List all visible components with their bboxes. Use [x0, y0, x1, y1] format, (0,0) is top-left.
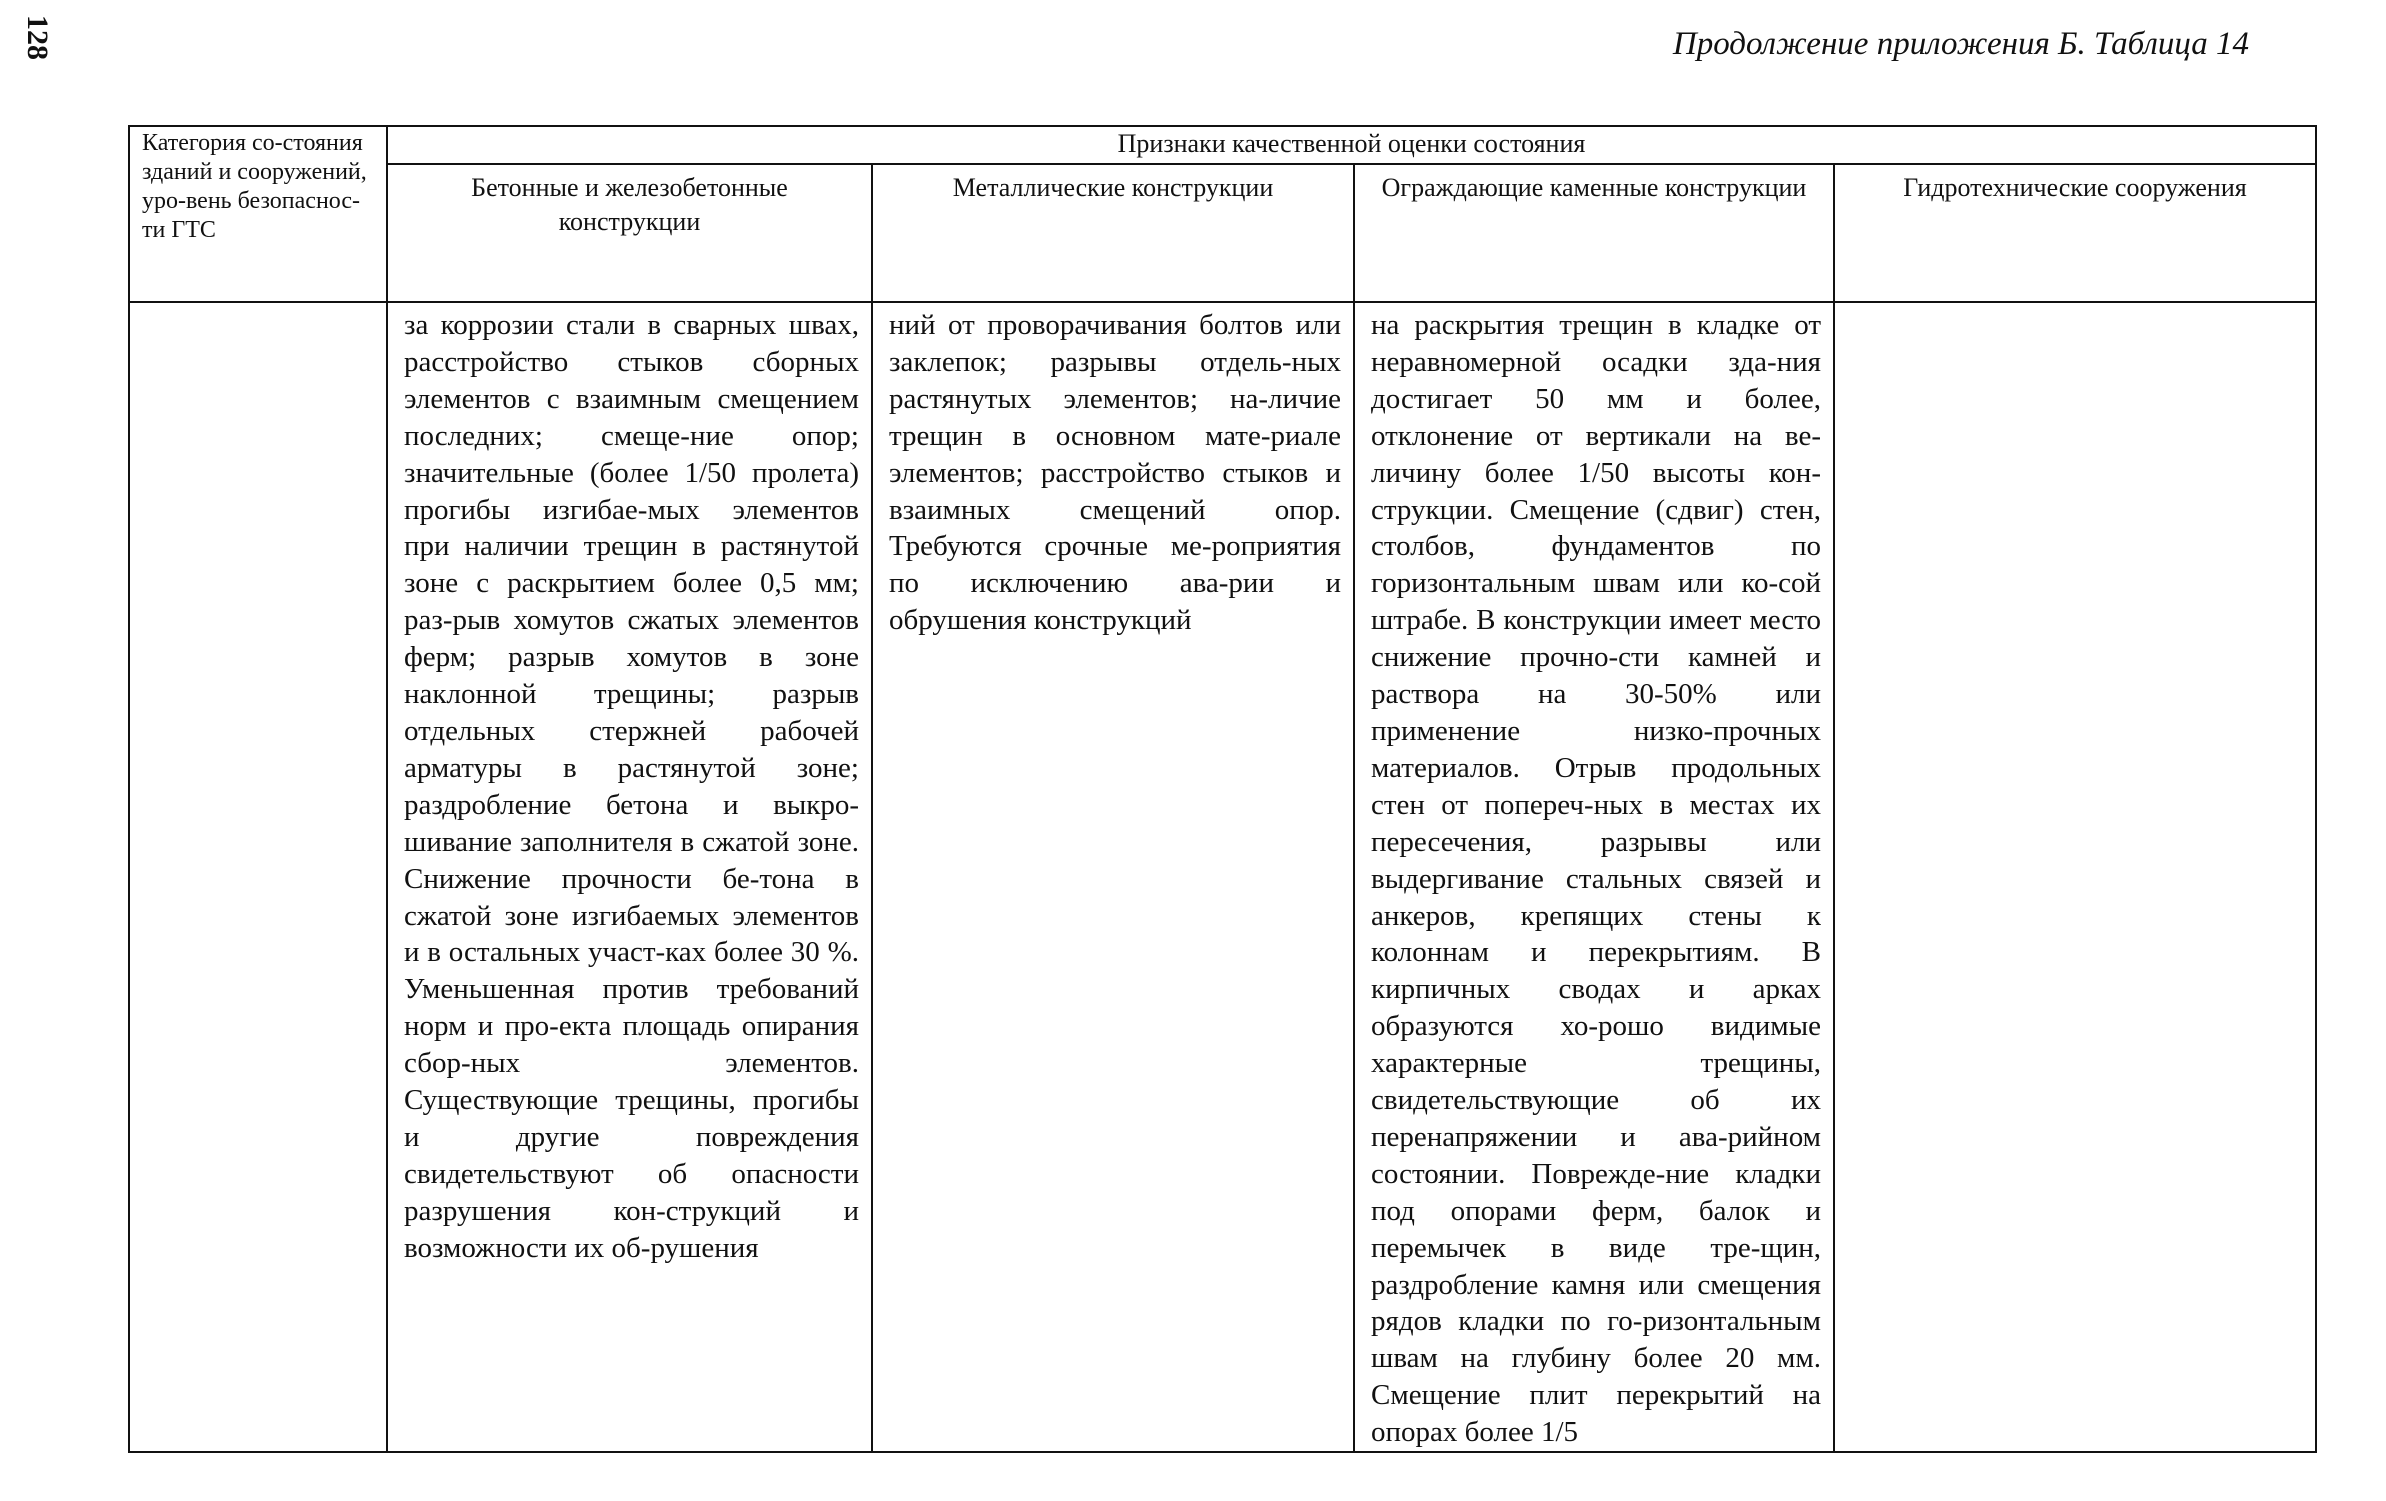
category-header: Категория со-стояния зданий и сооружений, уро-вень безопаснос-ти ГТС — [129, 126, 387, 302]
column-header-masonry: Ограждающие каменные конструкции — [1354, 164, 1834, 302]
concrete-cell-text: за коррозии стали в сварных швах, расстройство стыков сборных элементов с взаимным смещением последних; смеще-ние опор; значительные (более 1/50 пролета) прогибы изгибае-мых элементов при наличии трещин в растянутой зоне с раскрытием более 0,5 мм; раз-рыв хомутов сжатых элементов ферм; разрыв хомутов в зоне наклонной трещины; разрыв отдельных стержней рабочей арматуры в растянутой зоне; раздробление бетона и выкро-шивание заполнителя в сжатой зоне. Снижение прочности бе-тона в сжатой зоне изгибаемых элементов и в остальных участ-ках более 30 %. Уменьшенная против требований норм и про-екта площадь опирания сбор-ных элементов. Существующие трещины, прогибы и другие повреждения свидетельствуют об опасности разрушения кон-струкций и возможности их об-рушения — [404, 309, 859, 1264]
column-header-metal: Металлические конструкции — [872, 164, 1354, 302]
assessment-table — [128, 125, 2317, 1453]
category-cell — [129, 302, 387, 1452]
column-header-concrete: Бетонные и железобетонные конструкции — [387, 164, 872, 302]
table-row — [129, 302, 2316, 1452]
group-header: Признаки качественной оценки состояния — [387, 126, 2316, 164]
hydro-cell-text — [1835, 303, 2315, 307]
concrete-cell — [387, 302, 872, 1452]
masonry-cell — [1354, 302, 1834, 1452]
hydro-cell — [1834, 302, 2316, 1452]
header-row-top — [129, 126, 2316, 164]
masonry-cell-text: на раскрытия трещин в кладке от неравномерной осадки зда-ния достигает 50 мм и более, отклонение от вертикали на ве-личину более 1/50 высоты кон-струкции. Смещение (сдвиг) стен, столбов, фундаментов по горизонтальным швам или ко-сой штрабе. В конструкции имеет место снижение прочно-сти камней и раствора на 30-50% или применение низко-прочных материалов. Отрыв продольных стен от попереч-ных в местах их пересечения, разрывы или выдергивание стальных связей и анкеров, крепящих стены к колоннам и перекрытиям. В кирпичных сводах и арках образуются хо-рошо видимые характерные трещины, свидетельствующие об их перенапряжении и ава-рийном состоянии. Поврежде-ние кладки под опорами ферм, балок и перемычек в виде тре-щин, раздробление камня или смещения рядов кладки по го-ризонтальным швам на глубину более 20 мм. Смещение плит перекрытий на опорах более 1/5 — [1371, 309, 1821, 1449]
category-cell-text — [130, 303, 386, 307]
metal-cell — [872, 302, 1354, 1452]
column-header-hydro: Гидротехнические сооружения — [1834, 164, 2316, 302]
metal-cell-text: ний от проворачивания болтов или заклепок; разрывы отдель-ных растянутых элементов; на-личие трещин в основном мате-риале элементов; расстройство стыков и взаимных смещений опор. Требуются срочные ме-роприятия по исключению ава-рии и обрушения конструкций — [889, 309, 1341, 637]
page-number: 128 — [21, 15, 54, 60]
header-row-columns — [129, 164, 2316, 302]
running-header: Продолжение приложения Б. Таблица 14 — [1672, 26, 2249, 62]
